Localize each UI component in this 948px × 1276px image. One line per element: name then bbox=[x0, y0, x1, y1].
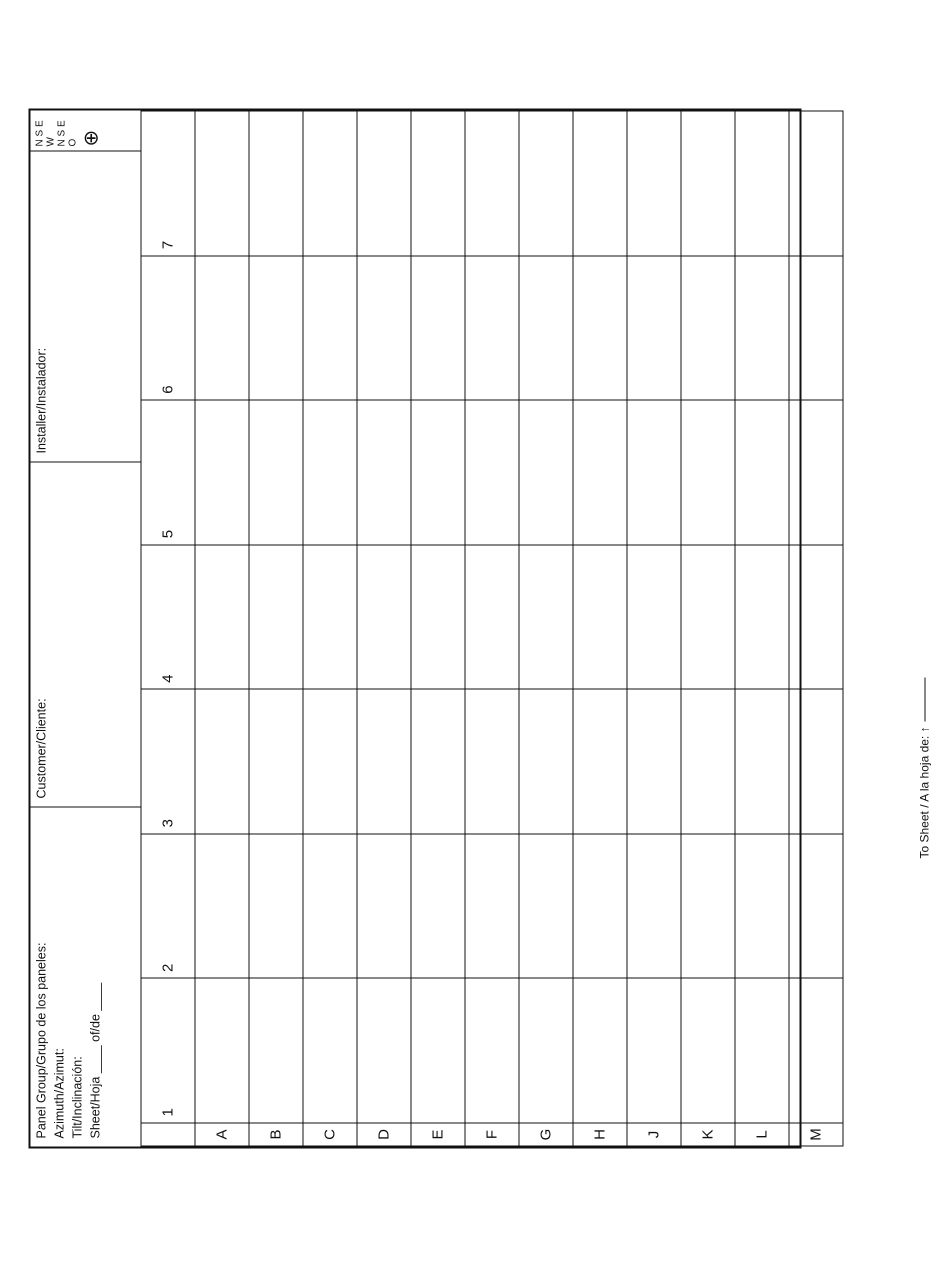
row-header: F bbox=[465, 1123, 519, 1146]
panel-cell[interactable] bbox=[195, 689, 249, 834]
panel-cell[interactable] bbox=[303, 256, 357, 401]
panel-cell[interactable] bbox=[573, 978, 627, 1123]
panel-cell[interactable] bbox=[519, 400, 573, 545]
corner-cell bbox=[141, 1123, 195, 1146]
panel-cell[interactable] bbox=[195, 978, 249, 1123]
form-header bbox=[31, 111, 142, 1147]
panel-cell[interactable] bbox=[195, 400, 249, 545]
column-header: 2 bbox=[141, 834, 195, 979]
panel-cell[interactable] bbox=[519, 689, 573, 834]
panel-cell[interactable] bbox=[681, 256, 735, 401]
row-header: L bbox=[735, 1123, 789, 1146]
table-row bbox=[681, 111, 735, 1146]
column-header: 1 bbox=[141, 978, 195, 1123]
panel-cell[interactable] bbox=[303, 689, 357, 834]
array-map-sheet bbox=[29, 109, 825, 1149]
tilt-label: Tilt/Inclinación: bbox=[70, 1056, 85, 1139]
table-row bbox=[519, 111, 573, 1146]
panel-cell[interactable] bbox=[411, 689, 465, 834]
column-header: 4 bbox=[141, 545, 195, 690]
panel-cell[interactable] bbox=[195, 111, 249, 256]
to-sheet-label: To Sheet / A la hoja de: bbox=[917, 735, 932, 859]
panel-cell[interactable] bbox=[627, 545, 681, 690]
panel-cell[interactable] bbox=[573, 400, 627, 545]
table-row bbox=[195, 111, 249, 1146]
panel-cell[interactable] bbox=[303, 400, 357, 545]
panel-cell[interactable] bbox=[735, 111, 789, 256]
row-header: E bbox=[411, 1123, 465, 1146]
panel-cell[interactable] bbox=[519, 111, 573, 256]
panel-cell[interactable] bbox=[303, 545, 357, 690]
panel-cell[interactable] bbox=[681, 545, 735, 690]
arrow-up-icon: ↑ bbox=[917, 726, 932, 733]
panel-cell[interactable] bbox=[357, 689, 411, 834]
compass-cell bbox=[31, 111, 141, 152]
panel-cell[interactable] bbox=[627, 256, 681, 401]
azimuth-label: Azimuth/Azimut: bbox=[52, 1048, 67, 1139]
panel-cell[interactable] bbox=[627, 689, 681, 834]
panel-cell[interactable] bbox=[681, 400, 735, 545]
panel-cell[interactable] bbox=[627, 111, 681, 256]
panel-cell[interactable] bbox=[519, 834, 573, 979]
panel-cell[interactable] bbox=[627, 834, 681, 979]
table-row bbox=[357, 111, 411, 1146]
panel-cell[interactable] bbox=[411, 111, 465, 256]
column-header: 7 bbox=[141, 111, 195, 256]
row-header: J bbox=[627, 1123, 681, 1146]
installer-cell bbox=[31, 152, 141, 462]
panel-cell[interactable] bbox=[303, 834, 357, 979]
panel-cell[interactable] bbox=[519, 545, 573, 690]
compass-en: N S E W bbox=[34, 120, 57, 147]
panel-cell[interactable] bbox=[465, 400, 519, 545]
panel-cell[interactable] bbox=[357, 978, 411, 1123]
panel-cell[interactable] bbox=[249, 111, 303, 256]
panel-grid bbox=[141, 111, 844, 1147]
panel-cell[interactable] bbox=[573, 689, 627, 834]
table-row bbox=[249, 111, 303, 1146]
panel-cell[interactable] bbox=[681, 111, 735, 256]
compass-icon: ⊕ bbox=[80, 129, 103, 147]
panel-cell[interactable] bbox=[465, 834, 519, 979]
panel-cell[interactable] bbox=[249, 689, 303, 834]
panel-cell[interactable] bbox=[195, 834, 249, 979]
panel-cell[interactable] bbox=[465, 256, 519, 401]
panel-cell[interactable] bbox=[519, 978, 573, 1123]
table-row bbox=[573, 111, 627, 1146]
panel-cell[interactable] bbox=[573, 834, 627, 979]
table-row bbox=[627, 111, 681, 1146]
row-header: H bbox=[573, 1123, 627, 1146]
panel-cell[interactable] bbox=[357, 111, 411, 256]
row-header: M bbox=[789, 1123, 843, 1146]
panel-cell[interactable] bbox=[735, 689, 789, 834]
panel-cell[interactable] bbox=[249, 978, 303, 1123]
panel-cell[interactable] bbox=[411, 834, 465, 979]
panel-cell[interactable] bbox=[411, 545, 465, 690]
panel-cell[interactable] bbox=[303, 111, 357, 256]
panel-cell[interactable] bbox=[735, 256, 789, 401]
customer-cell bbox=[31, 462, 141, 807]
panel-cell[interactable] bbox=[249, 400, 303, 545]
panel-cell[interactable] bbox=[573, 545, 627, 690]
panel-cell[interactable] bbox=[465, 545, 519, 690]
column-header: 5 bbox=[141, 400, 195, 545]
panel-cell[interactable] bbox=[681, 689, 735, 834]
panel-cell[interactable] bbox=[195, 256, 249, 401]
panel-cell[interactable] bbox=[357, 545, 411, 690]
panel-cell[interactable] bbox=[465, 111, 519, 256]
panel-cell[interactable] bbox=[357, 256, 411, 401]
row-header: C bbox=[303, 1123, 357, 1146]
panel-cell[interactable] bbox=[411, 256, 465, 401]
panel-cell[interactable] bbox=[519, 256, 573, 401]
row-header: D bbox=[357, 1123, 411, 1146]
panel-cell[interactable] bbox=[573, 111, 627, 256]
table-row bbox=[411, 111, 465, 1146]
panel-cell[interactable] bbox=[357, 834, 411, 979]
panel-cell[interactable] bbox=[303, 978, 357, 1123]
customer-label: Customer/Cliente: bbox=[34, 698, 49, 799]
panel-cell[interactable] bbox=[735, 545, 789, 690]
panel-cell[interactable] bbox=[735, 978, 789, 1123]
row-header: K bbox=[681, 1123, 735, 1146]
panel-cell[interactable] bbox=[357, 400, 411, 545]
panel-cell[interactable] bbox=[735, 400, 789, 545]
panel-cell[interactable] bbox=[573, 256, 627, 401]
panel-cell[interactable] bbox=[465, 689, 519, 834]
panel-cell[interactable] bbox=[681, 834, 735, 979]
table-row bbox=[465, 111, 519, 1146]
panel-cell[interactable] bbox=[735, 834, 789, 979]
table-row bbox=[735, 111, 789, 1146]
form-footer bbox=[813, 0, 948, 1273]
panel-cell[interactable] bbox=[681, 978, 735, 1123]
row-header: G bbox=[519, 1123, 573, 1146]
panel-group-cell bbox=[31, 807, 141, 1147]
panel-cell[interactable] bbox=[627, 978, 681, 1123]
row-header: A bbox=[195, 1123, 249, 1146]
panel-cell[interactable] bbox=[195, 545, 249, 690]
panel-group-label: Panel Group/Grupo de los paneles: bbox=[34, 942, 49, 1139]
installer-label: Installer/Instalador: bbox=[34, 347, 49, 454]
compass-es: N S E O bbox=[56, 120, 79, 147]
panel-cell[interactable] bbox=[249, 256, 303, 401]
panel-cell[interactable] bbox=[411, 400, 465, 545]
panel-cell[interactable] bbox=[465, 978, 519, 1123]
column-header: 3 bbox=[141, 689, 195, 834]
row-header: B bbox=[249, 1123, 303, 1146]
panel-cell[interactable] bbox=[249, 834, 303, 979]
panel-cell[interactable] bbox=[627, 400, 681, 545]
column-header: 6 bbox=[141, 256, 195, 401]
panel-cell[interactable] bbox=[249, 545, 303, 690]
table-row bbox=[303, 111, 357, 1146]
sheet-label: Sheet/Hoja ____ of/de ____ bbox=[88, 982, 103, 1139]
rotated-form bbox=[0, 3, 946, 1276]
panel-cell[interactable] bbox=[411, 978, 465, 1123]
